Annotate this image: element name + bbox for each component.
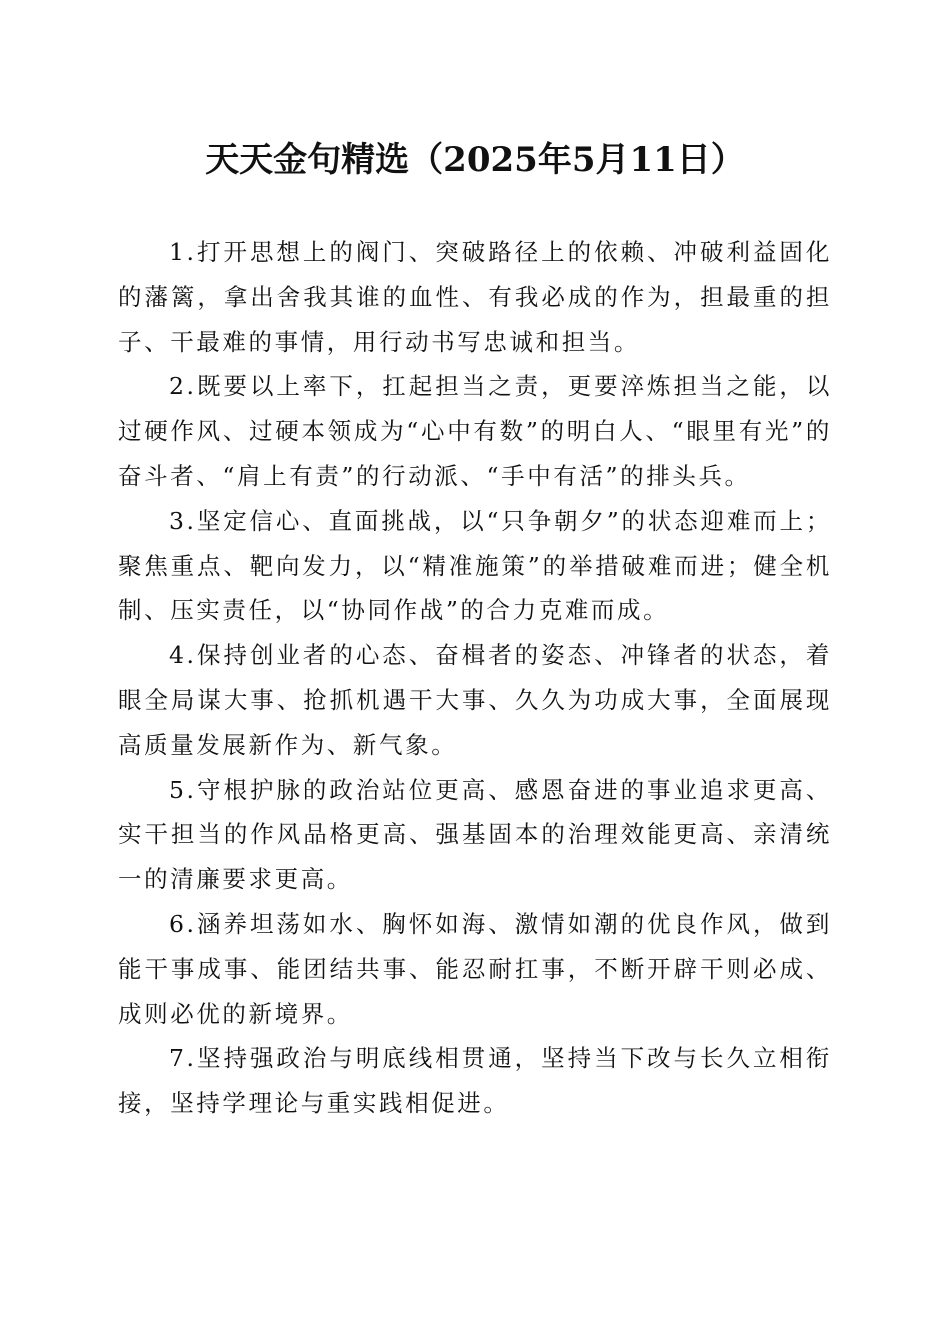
- paragraph-3: 3.坚定信心、直面挑战，以“只争朝夕”的状态迎难而上；聚焦重点、靶向发力，以“精准施策”的举措破难而进；健全机制、压实责任，以“协同作战”的合力克难而成。: [118, 506, 832, 625]
- paragraph-4: 4.保持创业者的心态、奋楫者的姿态、冲锋者的状态，着眼全局谋大事、抢抓机遇干大事、久久为功成大事，全面展现高质量发展新作为、新气象。: [118, 641, 832, 759]
- paragraph-5: 5.守根护脉的政治站位更高、感恩奋进的事业追求更高、实干担当的作风品格更高、强基固本的治理效能更高、亲清统一的清廉要求更高。: [118, 775, 832, 894]
- paragraph-6: 6.涵养坦荡如水、胸怀如海、激情如潮的优良作风，做到能干事成事、能团结共事、能忍耐扛事，不断开辟干则必成、成则必优的新境界。: [118, 909, 832, 1028]
- paragraph-7: 7.坚持强政治与明底线相贯通，坚持当下改与长久立相衔接，坚持学理论与重实践相促进。: [118, 1044, 832, 1118]
- document-title: 天天金句精选（2025年5月11日）: [205, 140, 745, 180]
- document-body: [118, 230, 832, 1126]
- paragraph-1: 1.打开思想上的阀门、突破路径上的依赖、冲破利益固化的藩篱，拿出舍我其谁的血性、有我必成的作为，担最重的担子、干最难的事情，用行动书写忠诚和担当。: [118, 238, 832, 356]
- paragraph-2: 2.既要以上率下，扛起担当之责，更要淬炼担当之能，以过硬作风、过硬本领成为“心中有数”的明白人、“眼里有光”的奋斗者、“肩上有责”的行动派、“手中有活”的排头兵。: [118, 372, 832, 490]
